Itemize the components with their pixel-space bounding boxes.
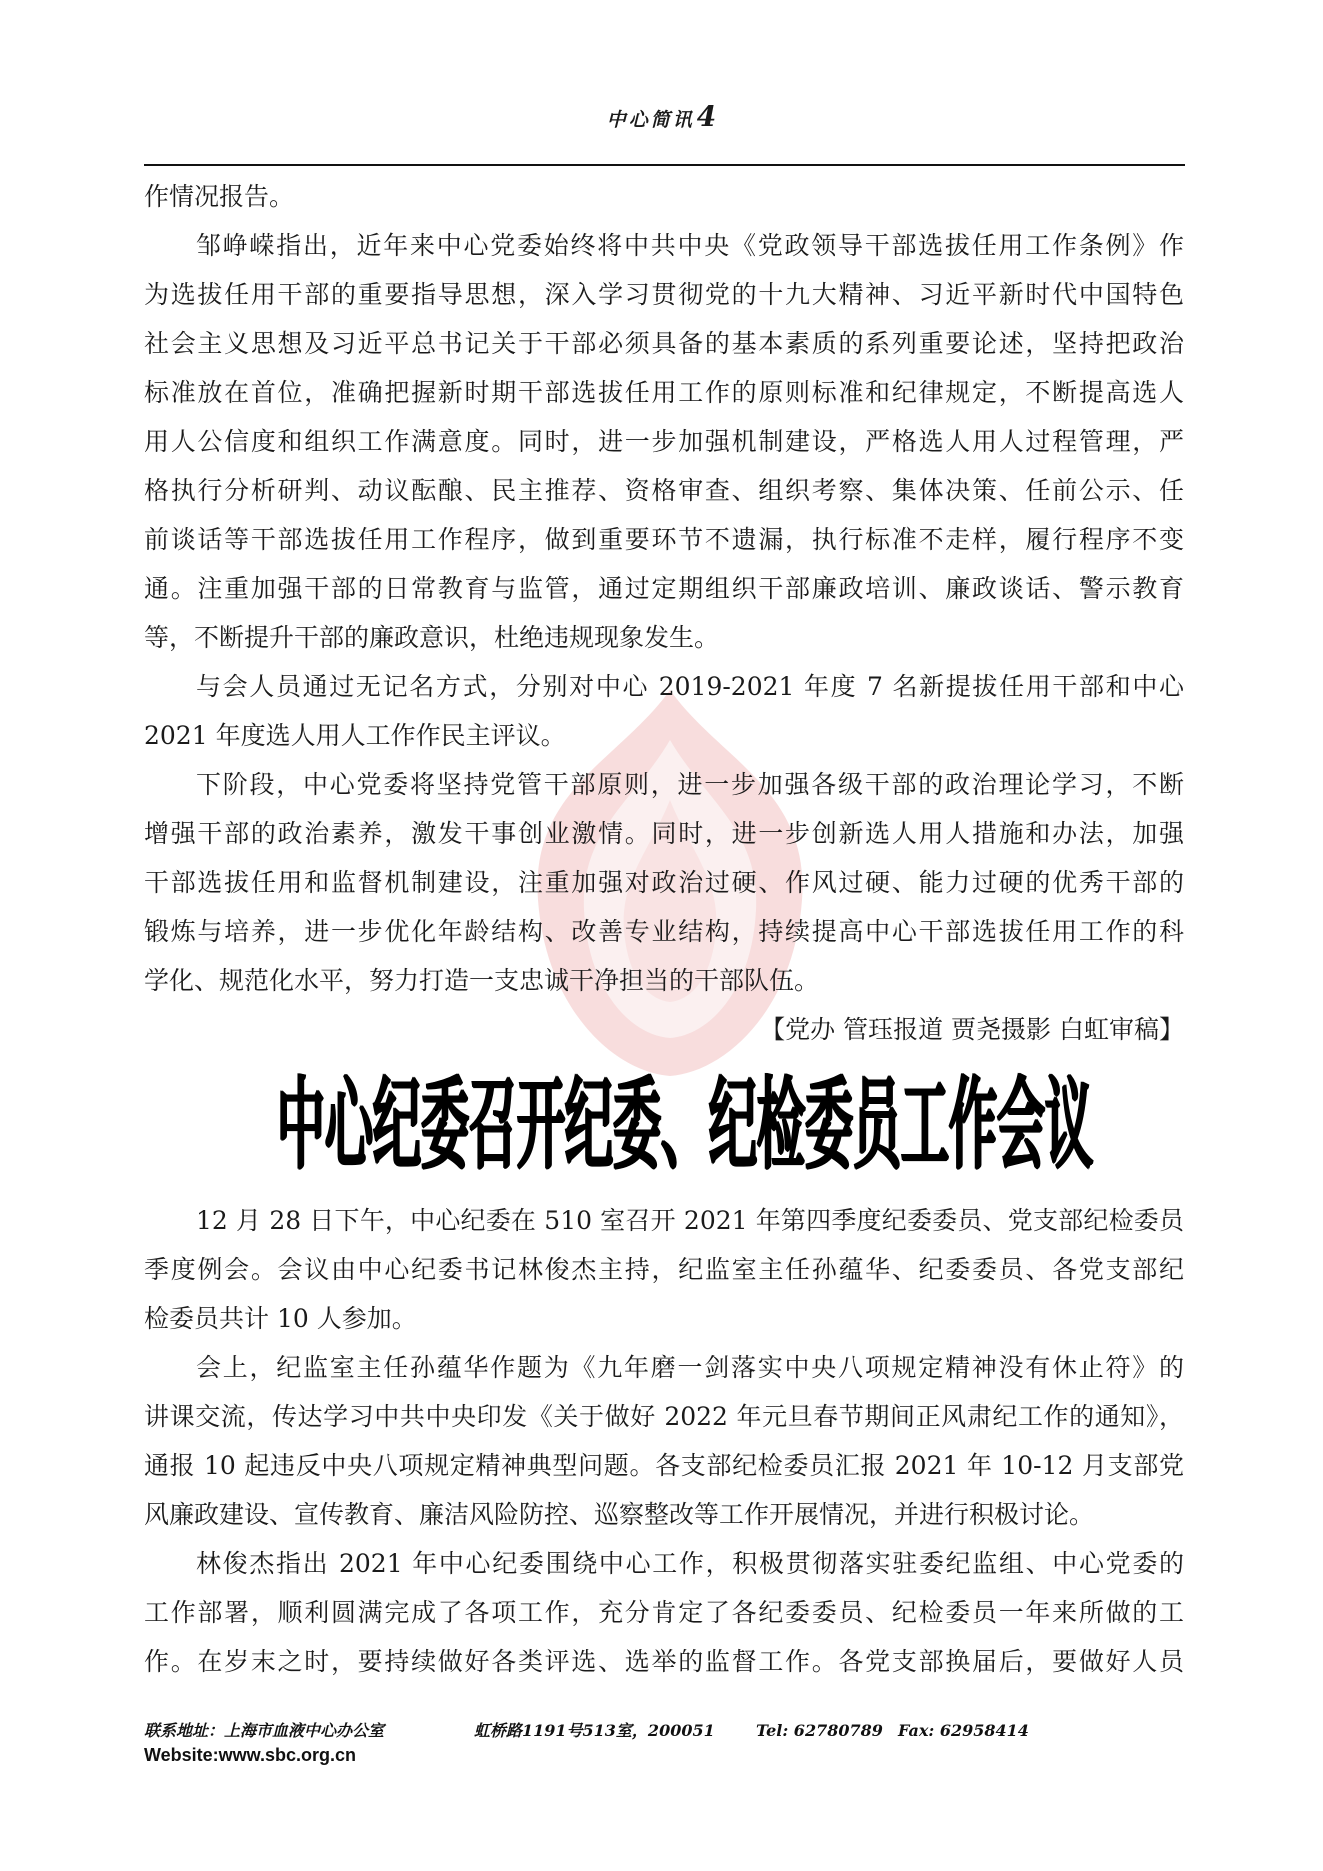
- footer-fax: Fax: 62958414: [898, 1721, 1029, 1740]
- body-line: 标准放在首位，准确把握新时期干部选拔任用工作的原则标准和纪律规定，不断提高选人: [144, 378, 1184, 407]
- body-line: 林俊杰指出 2021 年中心纪委围绕中心工作，积极贯彻落实驻委纪监组、中心党委的: [196, 1549, 1184, 1578]
- page-footer: [144, 1718, 1194, 1744]
- paragraph: [144, 760, 1184, 1005]
- paragraph: [144, 221, 1184, 662]
- body-line: 为选拔任用干部的重要指导思想，深入学习贯彻党的十九大精神、习近平新时代中国特色: [144, 280, 1184, 309]
- body-line: 邹峥嵘指出，近年来中心党委始终将中共中央《党政领导干部选拔任用工作条例》作: [196, 231, 1184, 260]
- body-line: 增强干部的政治素养，激发干事创业激情。同时，进一步创新选人用人措施和办法，加强: [144, 819, 1184, 848]
- body-line: 等，不断提升干部的廉政意识，杜绝违规现象发生。: [144, 623, 720, 652]
- body-line: 作。在岁末之时，要持续做好各类评选、选举的监督工作。各党支部换届后，要做好人员: [144, 1647, 1184, 1676]
- footer-street: 虹桥路1191号513室，200051: [474, 1721, 715, 1740]
- footer-tel: Tel: 62780789: [756, 1721, 883, 1740]
- footer-address: 联系地址：上海市血液中心办公室: [144, 1721, 385, 1740]
- body-line: 作情况报告。: [144, 182, 295, 211]
- body-line: 工作部署，顺利圆满完成了各项工作，充分肯定了各纪委委员、纪检委员一年来所做的工: [144, 1598, 1184, 1627]
- body-line: 通报 10 起违反中央八项规定精神典型问题。各支部纪检委员汇报 2021 年 10-12 月支部党: [144, 1451, 1184, 1480]
- body-line: 格执行分析研判、动议酝酿、民主推荐、资格审查、组织考察、集体决策、任前公示、任: [144, 476, 1184, 505]
- body-line: 干部选拔任用和监督机制建设，注重加强对政治过硬、作风过硬、能力过硬的优秀干部的: [144, 868, 1184, 897]
- paragraph: [144, 1539, 1184, 1686]
- article-cadre-selection: [144, 172, 1184, 1054]
- article-discipline-meeting: [144, 1196, 1184, 1686]
- newsletter-title: 中心简讯: [606, 109, 695, 131]
- body-line: 12 月 28 日下午，中心纪委在 510 室召开 2021 年第四季度纪委委员、党支部纪检委员: [196, 1206, 1184, 1235]
- body-line: 检委员共计 10 人参加。: [144, 1304, 417, 1333]
- body-line: 风廉政建设、宣传教育、廉洁风险防控、巡察整改等工作开展情况，并进行积极讨论。: [144, 1500, 1095, 1529]
- article-title-block: [0, 1054, 1323, 1196]
- header-divider: [144, 164, 1185, 166]
- body-line: 通。注重加强干部的日常教育与监管，通过定期组织干部廉政培训、廉政谈话、警示教育: [144, 574, 1184, 603]
- body-line: 社会主义思想及习近平总书记关于干部必须具备的基本素质的系列重要论述，坚持把政治: [144, 329, 1184, 358]
- issue-number: 4: [696, 100, 717, 133]
- paragraph: [144, 1343, 1184, 1539]
- body-line: 讲课交流，传达学习中共中央印发《关于做好 2022 年元旦春节期间正风肃纪工作的通知》，: [144, 1402, 1184, 1431]
- body-line: 季度例会。会议由中心纪委书记林俊杰主持，纪监室主任孙蕴华、纪委委员、各党支部纪: [144, 1255, 1184, 1284]
- body-line: 用人公信度和组织工作满意度。同时，进一步加强机制建设，严格选人用人过程管理，严: [144, 427, 1184, 456]
- body-line: 前谈话等干部选拔任用工作程序，做到重要环节不遗漏，执行标准不走样，履行程序不变: [144, 525, 1184, 554]
- paragraph: [144, 172, 1184, 221]
- body-line: 下阶段，中心党委将坚持党管干部原则，进一步加强各级干部的政治理论学习，不断: [196, 770, 1184, 799]
- article-credit: 【党办 管珏报道 贾尧摄影 白虹审稿】: [760, 1015, 1184, 1044]
- paragraph: [144, 1196, 1184, 1343]
- paragraph: [144, 662, 1184, 760]
- body-line: 与会人员通过无记名方式，分别对中心 2019-2021 年度 7 名新提拔任用干部和中心: [196, 672, 1184, 701]
- page-header: [0, 100, 1323, 134]
- body-line: 会上，纪监室主任孙蕴华作题为《九年磨一剑落实中央八项规定精神没有休止符》的: [196, 1353, 1184, 1382]
- body-line: 锻炼与培养，进一步优化年龄结构、改善专业结构，持续提高中心干部选拔任用工作的科: [144, 917, 1184, 946]
- article-title: 中心纪委召开纪委、纪检委员工作会议: [277, 1066, 1093, 1183]
- body-line: 2021 年度选人用人工作作民主评议。: [144, 721, 566, 750]
- footer-website: Website:www.sbc.org.cn: [144, 1745, 357, 1765]
- body-line: 学化、规范化水平，努力打造一支忠诚干净担当的干部队伍。: [144, 966, 820, 995]
